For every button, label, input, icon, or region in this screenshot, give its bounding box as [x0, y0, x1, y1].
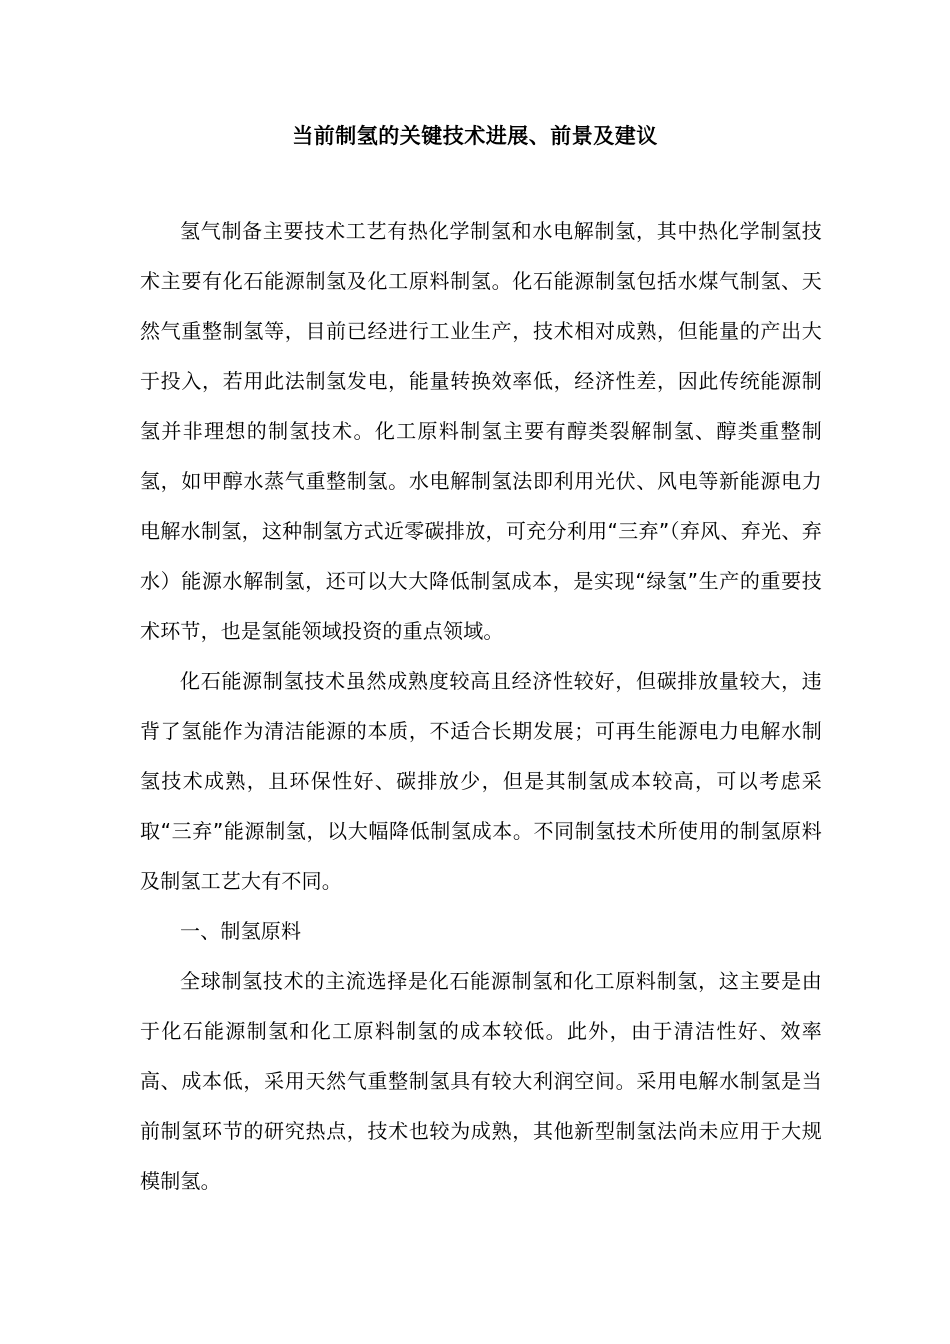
section-heading-raw-materials: 一、制氢原料	[180, 919, 302, 943]
paragraph-comparison: 化石能源制氢技术虽然成熟度较高且经济性较好，但碳排放量较大，违背了氢能作为清洁能源的本质，不适合长期发展；可再生能源电力电解水制氢技术成熟，且环保性好、碳排放少，但是其制氢成本较高，可以考虑采取“三弃”能源制氢，以大幅降低制氢成本。不同制氢技术所使用的制氢原料及制氢工艺大有不同。	[140, 669, 822, 893]
paragraph-intro: 氢气制备主要技术工艺有热化学制氢和水电解制氢，其中热化学制氢技术主要有化石能源制氢及化工原料制氢。化石能源制氢包括水煤气制氢、天然气重整制氢等，目前已经进行工业生产，技术相对成熟，但能量的产出大于投入，若用此法制氢发电，能量转换效率低，经济性差，因此传统能源制氢并非理想的制氢技术。化工原料制氢主要有醇类裂解制氢、醇类重整制氢，如甲醇水蒸气重整制氢。水电解制氢法即利用光伏、风电等新能源电力电解水制氢，这种制氢方式近零碳排放，可充分利用“三弃”（弃风、弃光、弃水）能源水解制氢，还可以大大降低制氢成本，是实现“绿氢”生产的重要技术环节，也是氢能领域投资的重点领域。	[140, 219, 822, 643]
paragraph-raw-materials: 全球制氢技术的主流选择是化石能源制氢和化工原料制氢，这主要是由于化石能源制氢和化工原料制氢的成本较低。此外，由于清洁性好、效率高、成本低，采用天然气重整制氢具有较大利润空间。采用电解水制氢是当前制氢环节的研究热点，技术也较为成熟，其他新型制氢法尚未应用于大规模制氢。	[140, 969, 822, 1193]
document-title: 当前制氢的关键技术进展、前景及建议	[292, 124, 658, 148]
document-body	[140, 206, 822, 1206]
